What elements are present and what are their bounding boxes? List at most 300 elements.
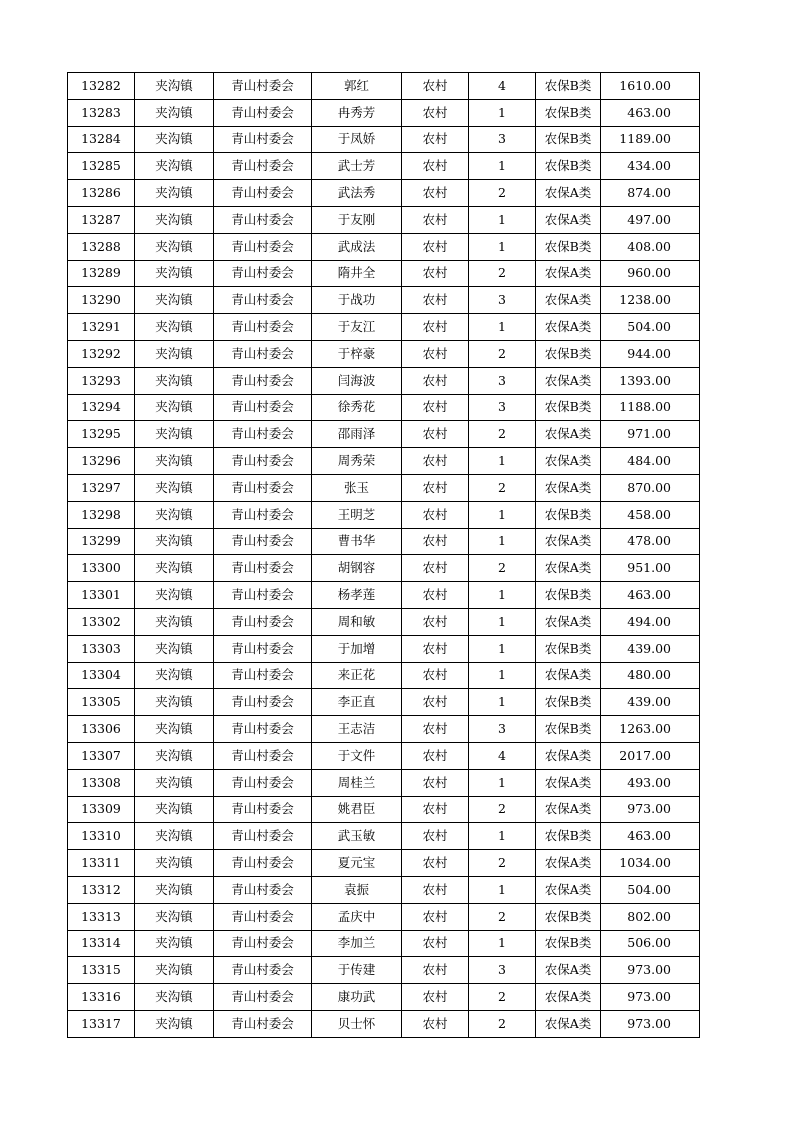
name-cell: 郭红	[312, 73, 402, 100]
household-size-cell: 1	[469, 689, 536, 716]
residence-type-cell: 农村	[402, 367, 469, 394]
amount-cell: 484.00	[601, 448, 700, 475]
village-committee-cell: 青山村委会	[214, 903, 312, 930]
town-cell: 夹沟镇	[135, 635, 214, 662]
name-cell: 康功武	[312, 984, 402, 1011]
amount-cell: 439.00	[601, 635, 700, 662]
household-size-cell: 1	[469, 876, 536, 903]
residence-type-cell: 农村	[402, 233, 469, 260]
village-committee-cell: 青山村委会	[214, 582, 312, 609]
village-committee-cell: 青山村委会	[214, 153, 312, 180]
name-cell: 来正花	[312, 662, 402, 689]
town-cell: 夹沟镇	[135, 742, 214, 769]
table-row	[68, 314, 700, 341]
household-size-cell: 3	[469, 126, 536, 153]
village-committee-cell: 青山村委会	[214, 206, 312, 233]
table-row	[68, 126, 700, 153]
record-id-cell: 13288	[68, 233, 135, 260]
village-committee-cell: 青山村委会	[214, 769, 312, 796]
residence-type-cell: 农村	[402, 99, 469, 126]
household-size-cell: 2	[469, 903, 536, 930]
record-id-cell: 13311	[68, 850, 135, 877]
residence-type-cell: 农村	[402, 716, 469, 743]
name-cell: 冉秀芳	[312, 99, 402, 126]
household-size-cell: 2	[469, 796, 536, 823]
name-cell: 王明芝	[312, 501, 402, 528]
town-cell: 夹沟镇	[135, 662, 214, 689]
record-id-cell: 13306	[68, 716, 135, 743]
name-cell: 于文件	[312, 742, 402, 769]
residence-type-cell: 农村	[402, 421, 469, 448]
town-cell: 夹沟镇	[135, 903, 214, 930]
name-cell: 张玉	[312, 474, 402, 501]
table-row	[68, 180, 700, 207]
amount-cell: 971.00	[601, 421, 700, 448]
name-cell: 周秀荣	[312, 448, 402, 475]
town-cell: 夹沟镇	[135, 448, 214, 475]
insurance-category-cell: 农保A类	[536, 662, 601, 689]
table-row	[68, 930, 700, 957]
household-size-cell: 3	[469, 957, 536, 984]
town-cell: 夹沟镇	[135, 421, 214, 448]
table-row	[68, 528, 700, 555]
insurance-category-cell: 农保B类	[536, 394, 601, 421]
town-cell: 夹沟镇	[135, 206, 214, 233]
town-cell: 夹沟镇	[135, 1010, 214, 1037]
name-cell: 夏元宝	[312, 850, 402, 877]
record-id-cell: 13307	[68, 742, 135, 769]
record-id-cell: 13286	[68, 180, 135, 207]
residence-type-cell: 农村	[402, 394, 469, 421]
record-id-cell: 13287	[68, 206, 135, 233]
residence-type-cell: 农村	[402, 582, 469, 609]
amount-cell: 802.00	[601, 903, 700, 930]
town-cell: 夹沟镇	[135, 126, 214, 153]
record-id-cell: 13297	[68, 474, 135, 501]
household-size-cell: 2	[469, 984, 536, 1011]
residence-type-cell: 农村	[402, 1010, 469, 1037]
table-body	[68, 73, 700, 1038]
residence-type-cell: 农村	[402, 823, 469, 850]
amount-cell: 458.00	[601, 501, 700, 528]
insurance-category-cell: 农保A类	[536, 206, 601, 233]
amount-cell: 1238.00	[601, 287, 700, 314]
name-cell: 于传建	[312, 957, 402, 984]
residence-type-cell: 农村	[402, 206, 469, 233]
record-id-cell: 13317	[68, 1010, 135, 1037]
record-id-cell: 13293	[68, 367, 135, 394]
record-id-cell: 13302	[68, 608, 135, 635]
insurance-category-cell: 农保B类	[536, 153, 601, 180]
name-cell: 隋井全	[312, 260, 402, 287]
insurance-category-cell: 农保B类	[536, 903, 601, 930]
name-cell: 于加增	[312, 635, 402, 662]
record-id-cell: 13301	[68, 582, 135, 609]
village-committee-cell: 青山村委会	[214, 662, 312, 689]
amount-cell: 504.00	[601, 876, 700, 903]
town-cell: 夹沟镇	[135, 314, 214, 341]
name-cell: 于战功	[312, 287, 402, 314]
record-id-cell: 13299	[68, 528, 135, 555]
table-row	[68, 1010, 700, 1037]
table-row	[68, 742, 700, 769]
town-cell: 夹沟镇	[135, 984, 214, 1011]
village-committee-cell: 青山村委会	[214, 528, 312, 555]
household-size-cell: 1	[469, 501, 536, 528]
name-cell: 李加兰	[312, 930, 402, 957]
record-id-cell: 13305	[68, 689, 135, 716]
village-committee-cell: 青山村委会	[214, 689, 312, 716]
record-id-cell: 13304	[68, 662, 135, 689]
household-size-cell: 2	[469, 421, 536, 448]
village-committee-cell: 青山村委会	[214, 1010, 312, 1037]
town-cell: 夹沟镇	[135, 850, 214, 877]
record-id-cell: 13295	[68, 421, 135, 448]
amount-cell: 1610.00	[601, 73, 700, 100]
table-row	[68, 876, 700, 903]
record-id-cell: 13298	[68, 501, 135, 528]
amount-cell: 973.00	[601, 796, 700, 823]
amount-cell: 494.00	[601, 608, 700, 635]
village-committee-cell: 青山村委会	[214, 796, 312, 823]
insurance-category-cell: 农保B类	[536, 716, 601, 743]
name-cell: 武士芳	[312, 153, 402, 180]
record-id-cell: 13309	[68, 796, 135, 823]
amount-cell: 408.00	[601, 233, 700, 260]
insurance-category-cell: 农保B类	[536, 823, 601, 850]
village-committee-cell: 青山村委会	[214, 608, 312, 635]
insurance-category-cell: 农保A类	[536, 608, 601, 635]
table-row	[68, 474, 700, 501]
table-row	[68, 448, 700, 475]
table-row	[68, 260, 700, 287]
village-committee-cell: 青山村委会	[214, 73, 312, 100]
insurance-category-cell: 农保B类	[536, 233, 601, 260]
name-cell: 袁振	[312, 876, 402, 903]
amount-cell: 2017.00	[601, 742, 700, 769]
household-size-cell: 1	[469, 635, 536, 662]
residence-type-cell: 农村	[402, 769, 469, 796]
amount-cell: 1189.00	[601, 126, 700, 153]
amount-cell: 1263.00	[601, 716, 700, 743]
village-committee-cell: 青山村委会	[214, 421, 312, 448]
town-cell: 夹沟镇	[135, 501, 214, 528]
household-size-cell: 2	[469, 850, 536, 877]
town-cell: 夹沟镇	[135, 823, 214, 850]
residence-type-cell: 农村	[402, 555, 469, 582]
amount-cell: 497.00	[601, 206, 700, 233]
residence-type-cell: 农村	[402, 689, 469, 716]
town-cell: 夹沟镇	[135, 260, 214, 287]
village-committee-cell: 青山村委会	[214, 850, 312, 877]
record-id-cell: 13282	[68, 73, 135, 100]
amount-cell: 951.00	[601, 555, 700, 582]
table-row	[68, 608, 700, 635]
town-cell: 夹沟镇	[135, 474, 214, 501]
household-size-cell: 1	[469, 99, 536, 126]
household-size-cell: 1	[469, 582, 536, 609]
town-cell: 夹沟镇	[135, 394, 214, 421]
amount-cell: 463.00	[601, 99, 700, 126]
record-id-cell: 13313	[68, 903, 135, 930]
residence-type-cell: 农村	[402, 662, 469, 689]
table-row	[68, 153, 700, 180]
village-committee-cell: 青山村委会	[214, 340, 312, 367]
amount-cell: 1034.00	[601, 850, 700, 877]
village-committee-cell: 青山村委会	[214, 314, 312, 341]
town-cell: 夹沟镇	[135, 930, 214, 957]
village-committee-cell: 青山村委会	[214, 716, 312, 743]
town-cell: 夹沟镇	[135, 180, 214, 207]
village-committee-cell: 青山村委会	[214, 957, 312, 984]
residence-type-cell: 农村	[402, 314, 469, 341]
town-cell: 夹沟镇	[135, 769, 214, 796]
name-cell: 于梓豪	[312, 340, 402, 367]
insurance-category-cell: 农保A类	[536, 796, 601, 823]
record-id-cell: 13294	[68, 394, 135, 421]
table-row	[68, 689, 700, 716]
record-id-cell: 13310	[68, 823, 135, 850]
household-size-cell: 1	[469, 233, 536, 260]
village-committee-cell: 青山村委会	[214, 126, 312, 153]
record-id-cell: 13289	[68, 260, 135, 287]
village-committee-cell: 青山村委会	[214, 287, 312, 314]
name-cell: 邵雨泽	[312, 421, 402, 448]
table-row	[68, 850, 700, 877]
residence-type-cell: 农村	[402, 930, 469, 957]
village-committee-cell: 青山村委会	[214, 555, 312, 582]
amount-cell: 480.00	[601, 662, 700, 689]
insurance-category-cell: 农保A类	[536, 474, 601, 501]
amount-cell: 944.00	[601, 340, 700, 367]
table-row	[68, 769, 700, 796]
amount-cell: 870.00	[601, 474, 700, 501]
table-row	[68, 99, 700, 126]
insurance-category-cell: 农保B类	[536, 582, 601, 609]
town-cell: 夹沟镇	[135, 99, 214, 126]
record-id-cell: 13291	[68, 314, 135, 341]
amount-cell: 1393.00	[601, 367, 700, 394]
household-size-cell: 4	[469, 742, 536, 769]
insurance-category-cell: 农保B类	[536, 689, 601, 716]
insurance-category-cell: 农保B类	[536, 99, 601, 126]
table-row	[68, 903, 700, 930]
insurance-category-cell: 农保A类	[536, 180, 601, 207]
beneficiary-table	[67, 72, 700, 1038]
amount-cell: 973.00	[601, 1010, 700, 1037]
household-size-cell: 1	[469, 206, 536, 233]
table-row	[68, 555, 700, 582]
name-cell: 周和敏	[312, 608, 402, 635]
household-size-cell: 2	[469, 1010, 536, 1037]
record-id-cell: 13312	[68, 876, 135, 903]
household-size-cell: 2	[469, 340, 536, 367]
table-row	[68, 716, 700, 743]
town-cell: 夹沟镇	[135, 555, 214, 582]
residence-type-cell: 农村	[402, 73, 469, 100]
name-cell: 于凤娇	[312, 126, 402, 153]
household-size-cell: 1	[469, 528, 536, 555]
table-row	[68, 73, 700, 100]
name-cell: 姚君臣	[312, 796, 402, 823]
table-row	[68, 823, 700, 850]
residence-type-cell: 农村	[402, 474, 469, 501]
amount-cell: 478.00	[601, 528, 700, 555]
residence-type-cell: 农村	[402, 903, 469, 930]
insurance-category-cell: 农保B类	[536, 635, 601, 662]
table-row	[68, 421, 700, 448]
name-cell: 闫海波	[312, 367, 402, 394]
name-cell: 孟庆中	[312, 903, 402, 930]
household-size-cell: 3	[469, 367, 536, 394]
town-cell: 夹沟镇	[135, 340, 214, 367]
town-cell: 夹沟镇	[135, 287, 214, 314]
insurance-category-cell: 农保A类	[536, 367, 601, 394]
village-committee-cell: 青山村委会	[214, 930, 312, 957]
amount-cell: 504.00	[601, 314, 700, 341]
table-row	[68, 501, 700, 528]
name-cell: 武成法	[312, 233, 402, 260]
insurance-category-cell: 农保A类	[536, 528, 601, 555]
record-id-cell: 13316	[68, 984, 135, 1011]
insurance-category-cell: 农保A类	[536, 287, 601, 314]
residence-type-cell: 农村	[402, 501, 469, 528]
village-committee-cell: 青山村委会	[214, 180, 312, 207]
insurance-category-cell: 农保A类	[536, 742, 601, 769]
amount-cell: 434.00	[601, 153, 700, 180]
name-cell: 武玉敏	[312, 823, 402, 850]
household-size-cell: 2	[469, 180, 536, 207]
household-size-cell: 2	[469, 260, 536, 287]
household-size-cell: 1	[469, 314, 536, 341]
residence-type-cell: 农村	[402, 260, 469, 287]
town-cell: 夹沟镇	[135, 367, 214, 394]
residence-type-cell: 农村	[402, 742, 469, 769]
town-cell: 夹沟镇	[135, 582, 214, 609]
village-committee-cell: 青山村委会	[214, 474, 312, 501]
name-cell: 周桂兰	[312, 769, 402, 796]
insurance-category-cell: 农保A类	[536, 769, 601, 796]
table-row	[68, 582, 700, 609]
insurance-category-cell: 农保B类	[536, 126, 601, 153]
residence-type-cell: 农村	[402, 180, 469, 207]
record-id-cell: 13315	[68, 957, 135, 984]
residence-type-cell: 农村	[402, 876, 469, 903]
village-committee-cell: 青山村委会	[214, 984, 312, 1011]
name-cell: 李正直	[312, 689, 402, 716]
record-id-cell: 13303	[68, 635, 135, 662]
residence-type-cell: 农村	[402, 528, 469, 555]
village-committee-cell: 青山村委会	[214, 367, 312, 394]
name-cell: 徐秀花	[312, 394, 402, 421]
table-row	[68, 287, 700, 314]
record-id-cell: 13300	[68, 555, 135, 582]
amount-cell: 973.00	[601, 957, 700, 984]
town-cell: 夹沟镇	[135, 689, 214, 716]
insurance-category-cell: 农保A类	[536, 984, 601, 1011]
household-size-cell: 1	[469, 448, 536, 475]
residence-type-cell: 农村	[402, 153, 469, 180]
household-size-cell: 1	[469, 930, 536, 957]
amount-cell: 973.00	[601, 984, 700, 1011]
table-row	[68, 394, 700, 421]
residence-type-cell: 农村	[402, 796, 469, 823]
amount-cell: 506.00	[601, 930, 700, 957]
residence-type-cell: 农村	[402, 984, 469, 1011]
insurance-category-cell: 农保A类	[536, 1010, 601, 1037]
record-id-cell: 13284	[68, 126, 135, 153]
village-committee-cell: 青山村委会	[214, 448, 312, 475]
name-cell: 武法秀	[312, 180, 402, 207]
village-committee-cell: 青山村委会	[214, 260, 312, 287]
town-cell: 夹沟镇	[135, 153, 214, 180]
record-id-cell: 13296	[68, 448, 135, 475]
name-cell: 王志洁	[312, 716, 402, 743]
household-size-cell: 1	[469, 153, 536, 180]
record-id-cell: 13314	[68, 930, 135, 957]
village-committee-cell: 青山村委会	[214, 394, 312, 421]
household-size-cell: 3	[469, 394, 536, 421]
table-row	[68, 206, 700, 233]
village-committee-cell: 青山村委会	[214, 233, 312, 260]
name-cell: 贝士怀	[312, 1010, 402, 1037]
insurance-category-cell: 农保A类	[536, 850, 601, 877]
amount-cell: 463.00	[601, 823, 700, 850]
table-row	[68, 957, 700, 984]
village-committee-cell: 青山村委会	[214, 99, 312, 126]
town-cell: 夹沟镇	[135, 796, 214, 823]
residence-type-cell: 农村	[402, 635, 469, 662]
residence-type-cell: 农村	[402, 287, 469, 314]
table-row	[68, 984, 700, 1011]
household-size-cell: 1	[469, 608, 536, 635]
insurance-category-cell: 农保B类	[536, 930, 601, 957]
residence-type-cell: 农村	[402, 126, 469, 153]
household-size-cell: 1	[469, 769, 536, 796]
amount-cell: 960.00	[601, 260, 700, 287]
town-cell: 夹沟镇	[135, 73, 214, 100]
record-id-cell: 13285	[68, 153, 135, 180]
village-committee-cell: 青山村委会	[214, 823, 312, 850]
insurance-category-cell: 农保A类	[536, 876, 601, 903]
residence-type-cell: 农村	[402, 448, 469, 475]
town-cell: 夹沟镇	[135, 957, 214, 984]
town-cell: 夹沟镇	[135, 233, 214, 260]
household-size-cell: 2	[469, 555, 536, 582]
residence-type-cell: 农村	[402, 340, 469, 367]
name-cell: 杨孝莲	[312, 582, 402, 609]
name-cell: 于友江	[312, 314, 402, 341]
amount-cell: 493.00	[601, 769, 700, 796]
town-cell: 夹沟镇	[135, 528, 214, 555]
residence-type-cell: 农村	[402, 850, 469, 877]
table-row	[68, 662, 700, 689]
insurance-category-cell: 农保B类	[536, 340, 601, 367]
amount-cell: 1188.00	[601, 394, 700, 421]
amount-cell: 874.00	[601, 180, 700, 207]
name-cell: 于友刚	[312, 206, 402, 233]
residence-type-cell: 农村	[402, 957, 469, 984]
name-cell: 曹书华	[312, 528, 402, 555]
town-cell: 夹沟镇	[135, 716, 214, 743]
household-size-cell: 1	[469, 662, 536, 689]
record-id-cell: 13290	[68, 287, 135, 314]
amount-cell: 463.00	[601, 582, 700, 609]
household-size-cell: 4	[469, 73, 536, 100]
insurance-category-cell: 农保A类	[536, 555, 601, 582]
village-committee-cell: 青山村委会	[214, 501, 312, 528]
name-cell: 胡钢容	[312, 555, 402, 582]
